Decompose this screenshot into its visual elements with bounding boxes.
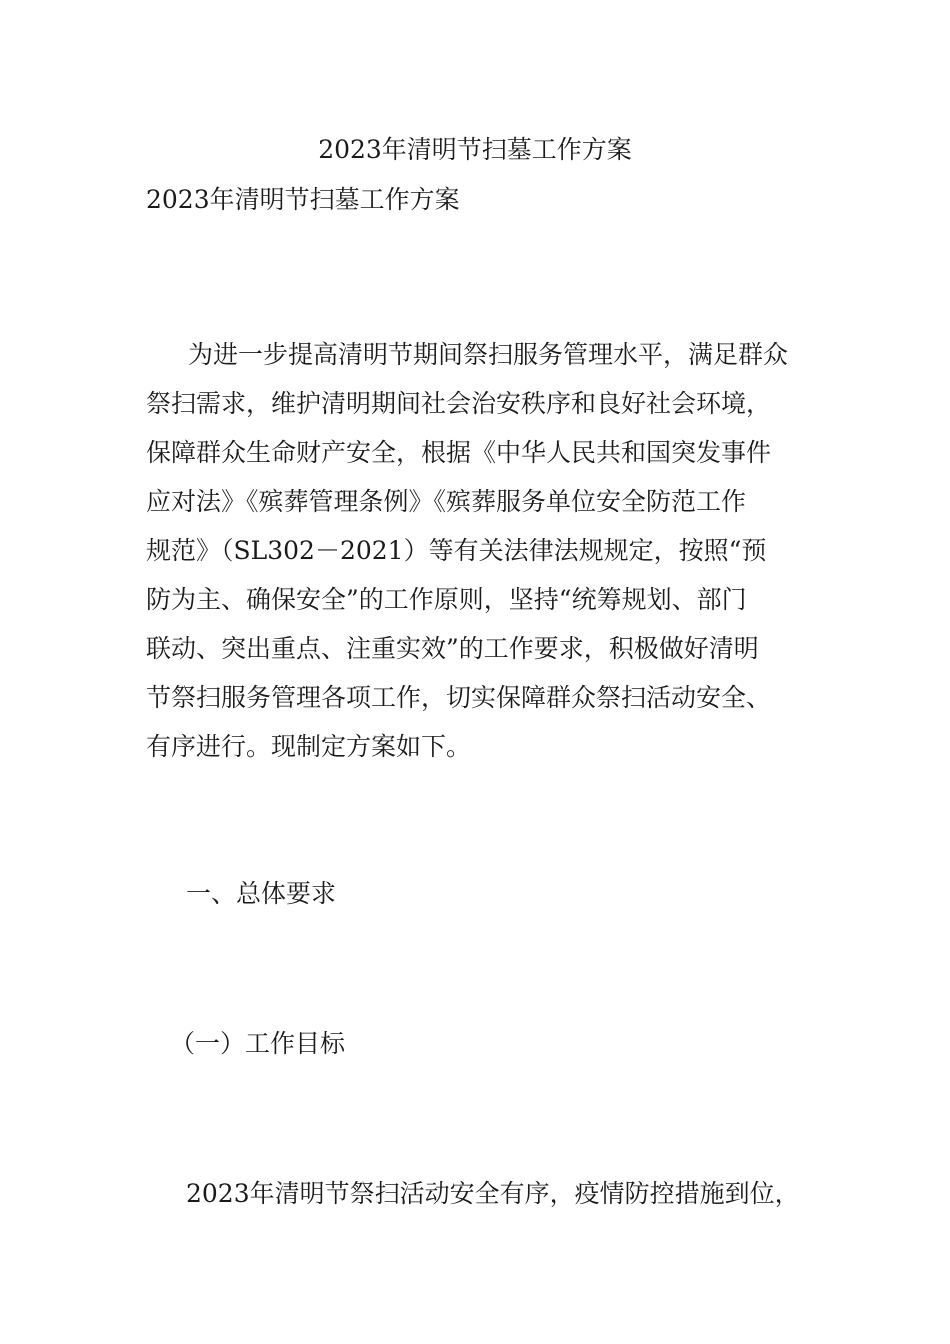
intro-line: 为进一步提高清明节期间祭扫服务管理水平，满足群众 [188, 340, 789, 369]
intro-line: 联动、突出重点、注重实效”的工作要求，积极做好清明 [146, 634, 759, 663]
intro-line: 节祭扫服务管理各项工作，切实保障群众祭扫活动安全、 [146, 683, 772, 712]
intro-line: 保障群众生命财产安全，根据《中华人民共和国突发事件 [146, 438, 772, 467]
document-subtitle: 2023年清明节扫墓工作方案 [146, 185, 460, 214]
section-heading-overall-requirements: 一、总体要求 [186, 879, 337, 908]
intro-line: 有序进行。现制定方案如下。 [146, 732, 472, 761]
intro-paragraph [146, 330, 808, 771]
intro-line: 防为主、确保安全”的工作原则，坚持“统筹规划、部门 [146, 585, 747, 614]
subsection-heading-work-goals: （一）工作目标 [170, 1029, 346, 1058]
document-title: 2023年清明节扫墓工作方案 [318, 135, 632, 164]
work-goals-paragraph: 2023年清明节祭扫活动安全有序，疫情防控措施到位， [186, 1179, 800, 1208]
intro-line: 应对法》《殡葬管理条例》《殡葬服务单位安全防范工作 [146, 487, 747, 516]
intro-line: 祭扫需求，维护清明期间社会治安秩序和良好社会环境， [146, 389, 772, 418]
intro-line: 规范》（SL302－2021）等有关法律法规规定，按照“预 [146, 536, 767, 565]
